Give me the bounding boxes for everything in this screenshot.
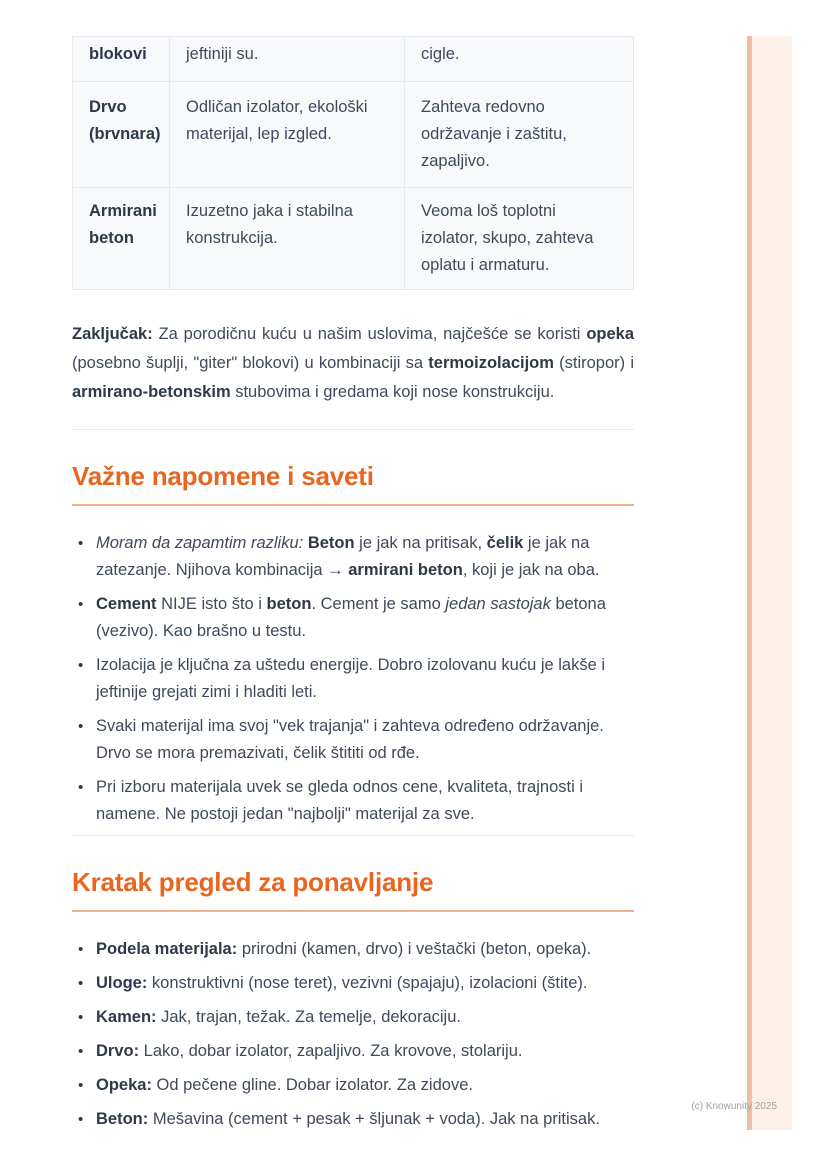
- bullet-icon: •: [78, 1009, 84, 1026]
- page-edge-stripe: [752, 36, 792, 1130]
- copyright-notice: (c) Knowunity 2025: [691, 1101, 777, 1112]
- disadvantages-cell: Zahteva redovno održavanje i zaštitu, zapaljivo.: [405, 82, 634, 188]
- section-title-notes: Važne napomene i saveti: [72, 460, 634, 506]
- material-name-cell: blokovi: [73, 37, 170, 82]
- disadvantages-cell: cigle.: [405, 37, 634, 82]
- bullet-icon: •: [78, 535, 84, 552]
- review-item-text: Beton: Mešavina (cement + pesak + šljunak + voda). Jak na pritisak.: [96, 1110, 600, 1128]
- note-item: [72, 530, 634, 584]
- section-title-review: Kratak pregled za ponavljanje: [72, 866, 634, 912]
- review-item: [72, 1004, 634, 1031]
- bullet-icon: •: [78, 1077, 84, 1094]
- review-item-text: Drvo: Lako, dobar izolator, zapaljivo. Za krovove, stolariju.: [96, 1042, 523, 1060]
- advantages-cell: Izuzetno jaka i stabilna konstrukcija.: [170, 188, 405, 290]
- bullet-icon: •: [78, 596, 84, 613]
- review-item: [72, 1072, 634, 1099]
- review-list: [72, 936, 634, 1133]
- conclusion-paragraph: Zaključak: Za porodičnu kuću u našim uslovima, najčešće se koristi opeka (posebno šuplji, "giter" blokovi) u kombinaciji sa termoizolacijom (stiropor) i armirano-betonskim stubovima i gredama koji nose konstrukciju.: [72, 325, 635, 401]
- bullet-icon: •: [78, 657, 84, 674]
- note-item: [72, 652, 634, 706]
- material-name-cell: Armirani beton: [73, 188, 170, 290]
- review-item-text: Uloge: konstruktivni (nose teret), vezivni (spajaju), izolacioni (štite).: [96, 974, 588, 992]
- review-item-text: Podela materijala: prirodni (kamen, drvo) i veštački (beton, opeka).: [96, 940, 592, 958]
- table-row: [73, 188, 634, 290]
- review-item-text: Opeka: Od pečene gline. Dobar izolator. Za zidove.: [96, 1076, 473, 1094]
- note-item: [72, 713, 634, 767]
- bullet-icon: •: [78, 779, 84, 796]
- bullet-icon: •: [78, 718, 84, 735]
- material-name-cell: Drvo (brvnara): [73, 82, 170, 188]
- note-item: [72, 591, 634, 645]
- materials-table: [72, 36, 634, 290]
- review-item: [72, 1038, 634, 1065]
- table-row: [73, 82, 634, 188]
- advantages-cell: jeftiniji su.: [170, 37, 405, 82]
- note-item-text: Svaki materijal ima svoj "vek trajanja" i zahteva određeno održavanje. Drvo se mora premazivati, čelik štititi od rđe.: [96, 717, 604, 762]
- review-item: [72, 970, 634, 997]
- review-item: [72, 936, 634, 963]
- note-item: [72, 774, 634, 828]
- review-item: [72, 1106, 634, 1133]
- note-item-text: Moram da zapamtim razliku: Beton je jak na pritisak, čelik je jak na zatezanje. Njihova kombinacija → armirani beton, koji je jak na oba.: [96, 534, 600, 579]
- note-item-text: Izolacija je ključna za uštedu energije. Dobro izolovanu kuću je lakše i jeftinije grejati zimi i hladiti leti.: [96, 656, 606, 701]
- page-edge-line: [747, 36, 752, 1130]
- section-divider: [72, 835, 634, 836]
- section-divider: [72, 429, 634, 430]
- table-row: [73, 37, 634, 82]
- advantages-cell: Odličan izolator, ekološki materijal, lep izgled.: [170, 82, 405, 188]
- bullet-icon: •: [78, 1043, 84, 1060]
- note-item-text: Cement NIJE isto što i beton. Cement je samo jedan sastojak betona (vezivo). Kao brašno u testu.: [96, 595, 606, 640]
- bullet-icon: •: [78, 1111, 84, 1128]
- document-page: [72, 36, 634, 1140]
- review-item-text: Kamen: Jak, trajan, težak. Za temelje, dekoraciju.: [96, 1008, 461, 1026]
- disadvantages-cell: Veoma loš toplotni izolator, skupo, zahteva oplatu i armaturu.: [405, 188, 634, 290]
- bullet-icon: •: [78, 975, 84, 992]
- notes-list: [72, 530, 634, 828]
- note-item-text: Pri izboru materijala uvek se gleda odnos cene, kvaliteta, trajnosti i namene. Ne postoji jedan "najbolji" materijal za sve.: [96, 778, 583, 823]
- bullet-icon: •: [78, 941, 84, 958]
